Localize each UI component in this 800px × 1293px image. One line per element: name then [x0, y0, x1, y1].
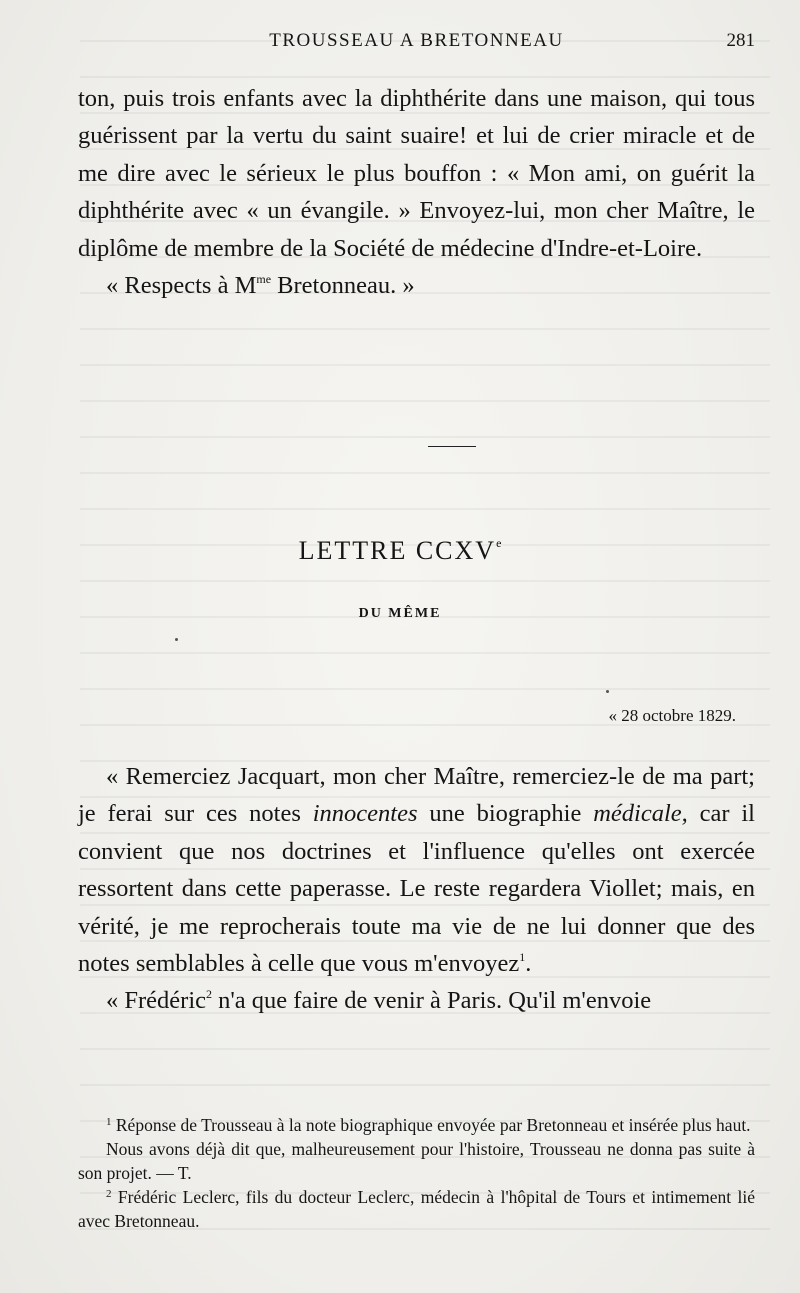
footnote-2: [78, 1185, 755, 1233]
letter-subtitle: DU MÊME: [358, 606, 442, 621]
letter-title-superscript: e: [496, 536, 502, 550]
p2-part-a: « Frédéric: [106, 987, 206, 1015]
footnote-1-marker: 1: [106, 1116, 112, 1128]
letter-date: « 28 octobre 1829.: [608, 706, 736, 725]
respects-line: [78, 267, 755, 304]
p1-part-b: une biographie: [417, 800, 594, 828]
respects-after: Bretonneau. »: [271, 272, 415, 300]
footnote-2-text: Frédéric Leclerc, fils du docteur Leclerc, médecin à l'hôpital de Tours et intimement lié avec Bretonneau.: [78, 1187, 755, 1231]
letter-body: [78, 758, 755, 1020]
footnote-2-marker: 2: [106, 1188, 112, 1200]
section-divider: [428, 446, 476, 447]
letter-title: [0, 536, 800, 566]
top-paragraph-block: [78, 80, 755, 304]
p1-italic-medicale: médicale,: [593, 800, 688, 828]
paper-speck: [606, 690, 609, 693]
footnote-1-text: Réponse de Trousseau à la note biographique envoyée par Bretonneau et insérée plus haut.: [111, 1115, 751, 1135]
p1-part-a: « Remerciez Jacquart, mon cher Maître, remerciez-le de ma part; je ferai sur ces notes: [78, 763, 755, 828]
running-title: TROUSSEAU A BRETONNEAU: [269, 30, 564, 51]
top-paragraph: ton, puis trois enfants avec la diphthérite dans une maison, qui tous guérissent par la vertu du saint suaire! et lui de crier miracle et de me dire avec le sérieux le plus bouffon : « Mon ami, on guérit la diphthérite avec « un évangile. » Envoyez-lui, mon cher Maître, le diplôme de membre de la Société de médecine d'Indre-et-Loire.: [78, 85, 755, 262]
letter-title-text: LETTRE CCXV: [298, 536, 497, 565]
footnote-ref-2: 2: [206, 987, 212, 1002]
footnote-1: [78, 1113, 755, 1137]
p1-italic-innocentes: innocentes: [312, 800, 418, 828]
p1-part-c: car il convient que nos doctrines et l'influence qu'elles ont exercée ressortent dans cette paperasse. Le reste regardera Viollet; mais, en vérité, je me reprocherais toute ma vie de ne lui donner que des notes semblables à celle que vous m'envoyez: [78, 800, 755, 978]
p1-end: .: [525, 950, 532, 978]
page-number: 281: [726, 30, 755, 51]
respects-superscript: me: [256, 272, 272, 287]
respects-before: « Respects à M: [106, 272, 257, 300]
p2-part-b: n'a que faire de venir à Paris. Qu'il m'envoie: [212, 987, 652, 1015]
footnotes: [78, 1113, 755, 1233]
body-paragraph-1: [78, 758, 755, 982]
footnote-ref-1: 1: [519, 950, 526, 965]
footnote-1-continuation: Nous avons déjà dit que, malheureusement pour l'histoire, Trousseau ne donna pas suite à son projet. — T.: [78, 1139, 755, 1183]
page-header: [78, 30, 755, 60]
body-paragraph-2: [78, 982, 755, 1019]
paper-speck: [175, 638, 178, 641]
